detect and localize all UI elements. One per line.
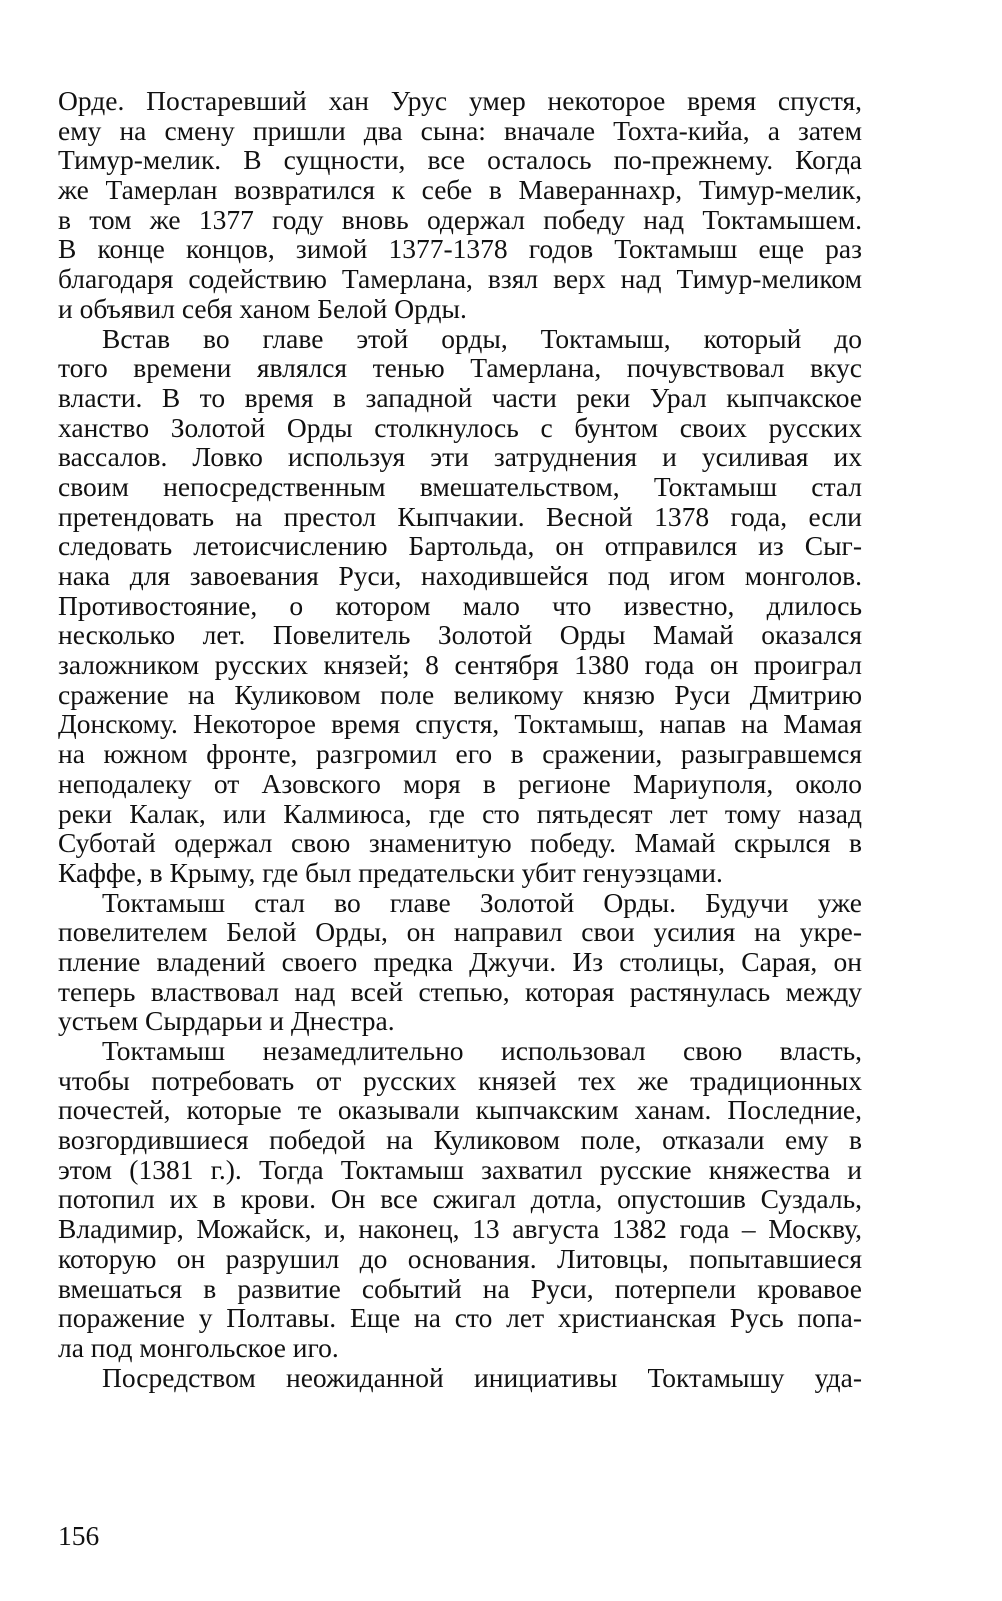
text-line: Токтамыш незамедлительно использовал свою власть, (102, 1035, 862, 1066)
text-line: повелителем Белой Орды, он направил свои усилия на укре- (58, 916, 862, 948)
text-line: следовать летоисчислению Бартольда, он отправился из Сыг- (58, 530, 862, 562)
text-line: ла под монгольское иго. (58, 1331, 339, 1363)
text-line: нака для завоевания Руси, находившейся под игом монголов. (58, 560, 862, 591)
text-line: вассалов. Ловко используя эти затруднения и усиливая их (58, 441, 862, 473)
text-line: В конце концов, зимой 1377-1378 годов Токтамыш еще раз (58, 233, 862, 265)
text-line: которую он разрушил до основания. Литовцы, попытавшиеся (58, 1242, 862, 1274)
text-line: заложником русских князей; 8 сентября 1380 года он проиграл (58, 649, 862, 681)
text-line: устьем Сырдарьи и Днестра. (58, 1005, 395, 1037)
text-line: Токтамыш стал во главе Золотой Орды. Будучи уже (102, 886, 862, 918)
text-line: власти. В то время в западной части реки Урал кыпчакское (58, 381, 862, 413)
text-line: почестей, которые те оказывали кыпчакским ханам. Последние, (58, 1094, 862, 1126)
text-line: Тимур-мелик. В сущности, все осталось по-прежнему. Когда (58, 144, 862, 176)
text-line: претендовать на престол Кыпчакии. Весной 1378 года, если (58, 500, 862, 532)
text-line: потопил их в крови. Он все сжигал дотла, опустошив Суздаль, (58, 1183, 862, 1215)
text-line: реки Калак, или Калмиюса, где сто пятьдесят лет тому назад (58, 797, 862, 829)
text-line: поражение у Полтавы. Еще на сто лет христианская Русь попа- (58, 1302, 862, 1334)
text-line: и объявил себя ханом Белой Орды. (58, 292, 467, 324)
text-line: Донскому. Некоторое время спустя, Токтамыш, напав на Мамая (58, 708, 862, 740)
text-line: Орде. Постаревший хан Урус умер некоторое время спустя, (58, 85, 862, 116)
text-line: благодаря содействию Тамерлана, взял верх над Тимур-меликом (58, 263, 862, 295)
text-line: теперь властвовал над всей степью, которая растянулась между (58, 975, 862, 1007)
text-line: этом (1381 г.). Тогда Токтамыш захватил русские княжества и (58, 1153, 862, 1185)
text-line: возгордившиеся победой на Куликовом поле, отказали ему в (58, 1124, 862, 1156)
text-line: ему на смену пришли два сына: вначале Тохта-кийа, а затем (58, 114, 862, 146)
page-number: 156 (58, 1520, 100, 1551)
text-line: Противостояние, о котором мало что известно, длилось (58, 589, 862, 621)
text-line: в том же 1377 году вновь одержал победу над Токтамышем. (58, 203, 862, 235)
text-line: неподалеку от Азовского моря в регионе Мариуполя, около (58, 767, 862, 799)
text-line: Суботай одержал свою знаменитую победу. Мамай скрылся в (58, 827, 862, 859)
text-line: пление владений своего предка Джучи. Из столицы, Сарая, он (58, 945, 862, 977)
text-line: Посредством неожиданной инициативы Токтамышу уда- (102, 1361, 862, 1393)
text-line: Каффе, в Крыму, где был предательски убит генуэзцами. (58, 856, 723, 888)
body-text (58, 86, 862, 1392)
text-line: Встав во главе этой орды, Токтамыш, который до (102, 322, 862, 354)
text-line: чтобы потребовать от русских князей тех же традиционных (58, 1064, 862, 1096)
text-line: сражение на Куликовом поле великому князю Руси Дмитрию (58, 678, 862, 710)
text-line: своим непосредственным вмешательством, Токтамыш стал (58, 470, 862, 502)
text-line: же Тамерлан возвратился к себе в Мавераннахр, Тимур-мелик, (58, 174, 862, 206)
text-line: ханство Золотой Орды столкнулось с бунтом своих русских (58, 411, 862, 443)
text-line: несколько лет. Повелитель Золотой Орды Мамай оказался (58, 619, 862, 651)
text-line: того времени являлся тенью Тамерлана, почувствовал вкус (58, 352, 862, 384)
text-line: вмешаться в развитие событий на Руси, потерпели кровавое (58, 1272, 862, 1304)
text-line: на южном фронте, разгромил его в сражении, разыгравшемся (58, 738, 862, 770)
text-line: Владимир, Можайск, и, наконец, 13 августа 1382 года – Москву, (58, 1213, 862, 1245)
